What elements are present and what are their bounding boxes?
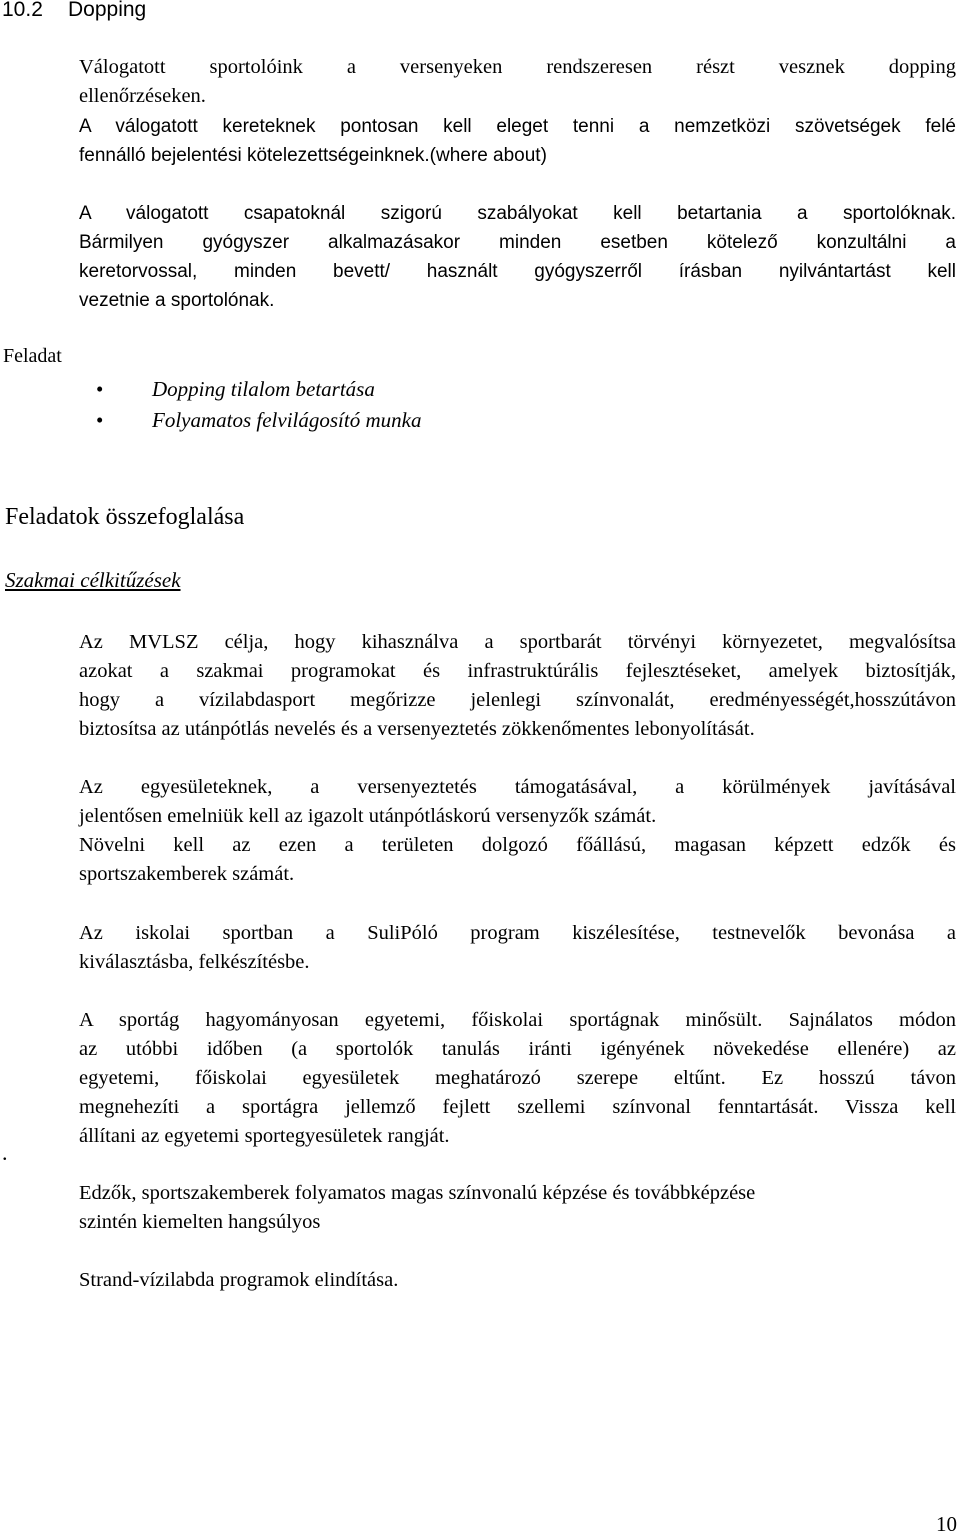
summary-paragraph-3: Az iskolai sportban a SuliPóló program kiszélesítése, testnevelők bevonása a kiválasztásba, felkészítésbe. [79, 922, 956, 973]
intro-paragraph-3: A válogatott csapatoknál szigorú szabályokat kell betartania a sportolóknak. Bármilyen gyógyszer alkalmazásakor minden esetben kötelező konzultálni a keretorvossal, minden bevett/ használt gyógyszerről írásban nyilvántartást kell vezetnie a sportolónak. [79, 203, 956, 311]
summary-subtitle: Szakmai célkitűzések [5, 568, 181, 592]
page-number: 10 [936, 1512, 957, 1536]
summary-paragraph-1: Az MVLSZ célja, hogy kihasználva a sportbarát törvényi környezetet, megvalósítsa azokat a szakmai programokat és infrastruktúrális fejlesztéseket, amelyek biztosítják, hogy a vízilabdasport megőrizze jelenlegi színvonalát, eredményességét,hosszútávon biztosítsa az utánpótlás nevelés és a versenyeztetés zökkenőmentes lebonyolítását. [79, 631, 956, 740]
summary-title: Feladatok összefoglalása [5, 504, 245, 530]
section-title: Dopping [68, 0, 147, 21]
intro-paragraph-1: Válogatott sportolóink a versenyeken rendszeresen részt vesznek dopping ellenőrzéseken. [79, 56, 956, 107]
summary-paragraph-6: Strand-vízilabda programok elindítása. [79, 1269, 399, 1291]
bullet-icon: • [96, 377, 104, 401]
section-heading [2, 0, 146, 22]
summary-paragraph-2: Az egyesületeknek, a versenyeztetés támogatásával, a körülmények javításával jelentősen emelniük kell az igazolt utánpótláskorú versenyzők számát. Növelni kell az ezen a területen dolgozó főállású, magasan képzett edzők és sportszakemberek számát. [79, 776, 956, 885]
summary-paragraph-5: Edzők, sportszakemberek folyamatos magas színvonalú képzése és továbbképzése szintén kiemelten hangsúlyos [79, 1182, 756, 1233]
intro-paragraph-2: A válogatott kereteknek pontosan kell eleget tenni a nemzetközi szövetségek felé fennálló bejelentési kötelezettségeinknek.(where about) [79, 116, 956, 166]
section-number: 10.2 [2, 0, 43, 21]
summary-paragraph-4: A sportág hagyományosan egyetemi, főiskolai sportágnak minősült. Sajnálatos módon az utóbbi időben (a sportolók tanulás iránti igényének növekedése ellenére) az egyetemi, főiskolai egyesületek meghatározó szerepe eltűnt. Ez hosszú távon megnehezíti a sportágra jellemző fejlett szellemi színvonal fenntartását. Vissza kell állítani az egyetemi sportegyesületek rangját. [79, 1009, 956, 1147]
bullet-icon: . [2, 1140, 8, 1165]
bullet-icon: • [96, 408, 104, 432]
task-label: Feladat [3, 345, 62, 367]
